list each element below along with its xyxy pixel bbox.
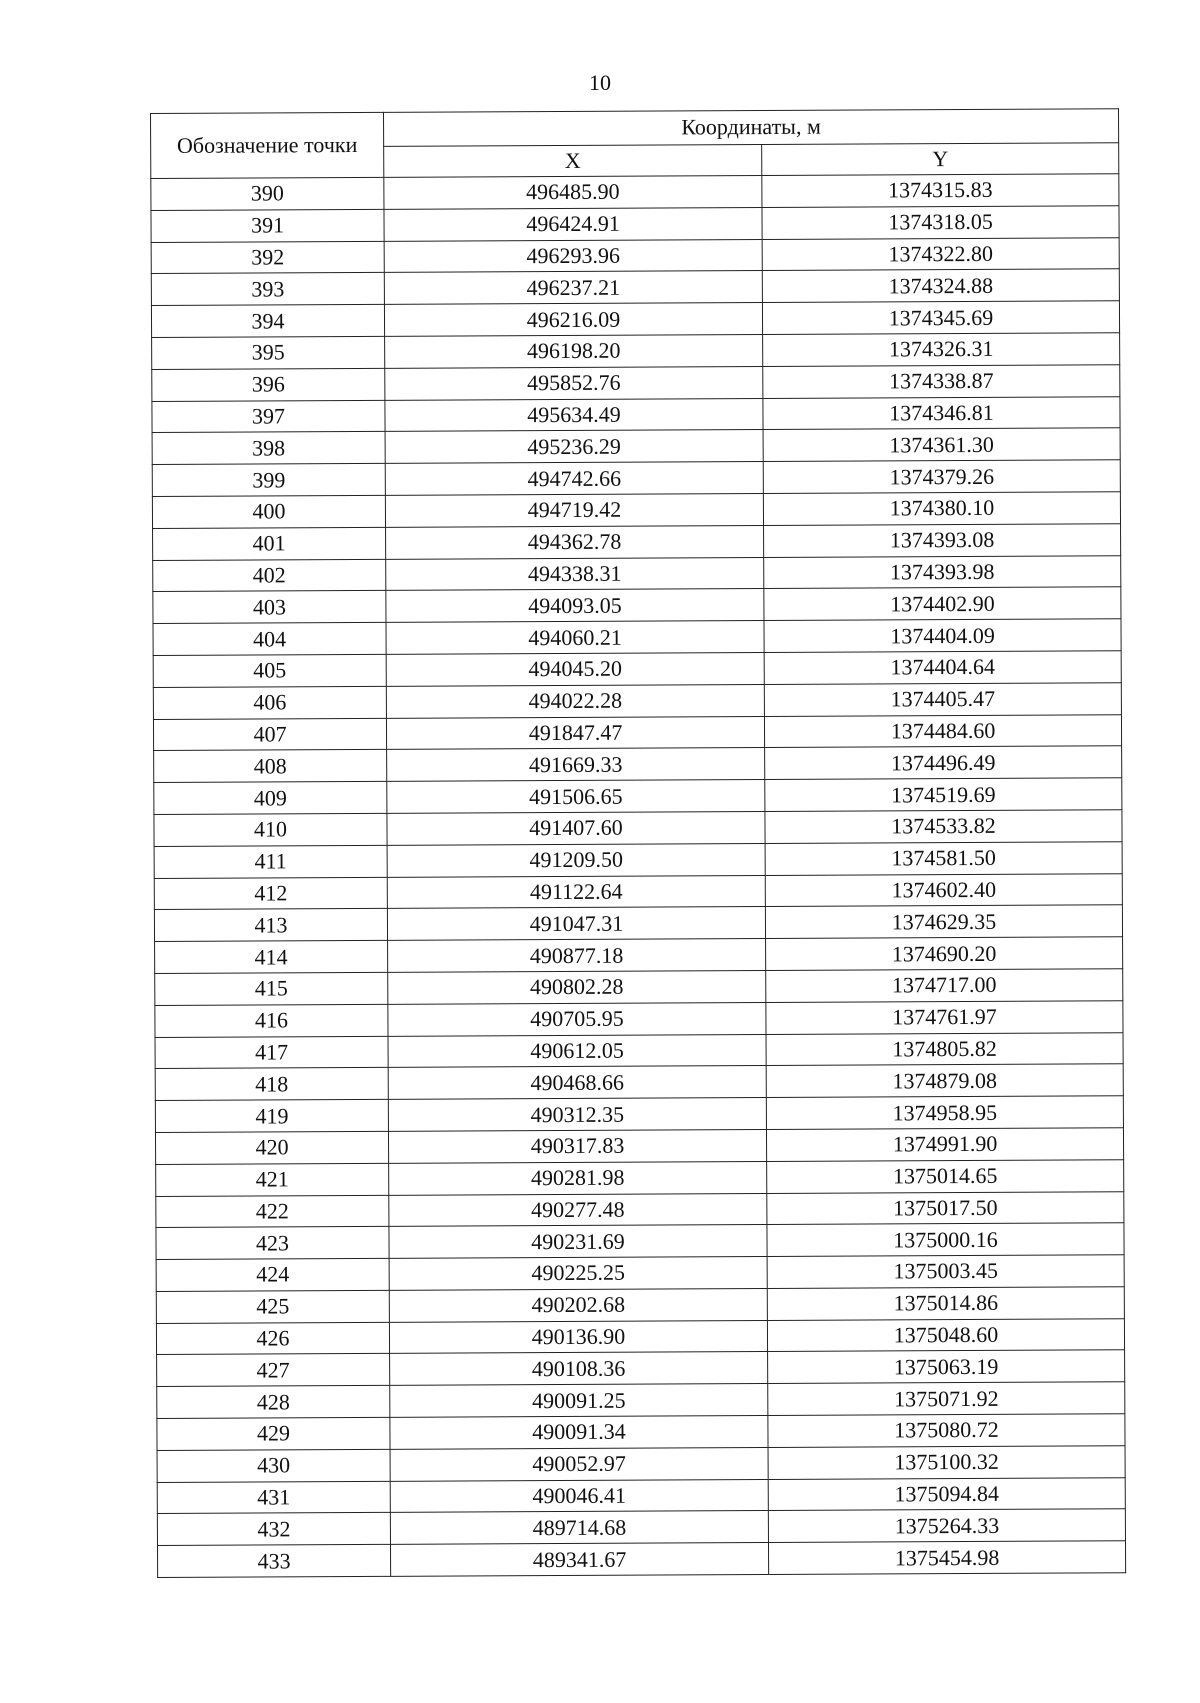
y-coordinate-cell: 1374496.49 [765,746,1122,780]
table-row [151,237,1119,274]
table-row [153,714,1121,751]
point-cell: 390 [151,177,384,210]
y-coordinate-cell: 1374322.80 [762,237,1119,271]
coordinates-table [150,108,1126,1578]
point-cell: 401 [153,527,386,560]
point-cell: 391 [151,209,384,242]
point-cell: 403 [153,591,386,624]
table-row [157,1414,1125,1451]
point-cell: 397 [152,400,385,433]
x-coordinate-cell: 496424.91 [384,207,762,241]
table-row [157,1382,1125,1419]
point-cell: 406 [153,686,386,719]
point-cell: 433 [158,1545,391,1578]
header-coordinates: Координаты, м [383,109,1118,146]
x-coordinate-cell: 496237.21 [384,271,762,305]
y-coordinate-cell: 1375071.92 [768,1382,1125,1416]
x-coordinate-cell: 491047.31 [387,907,765,941]
table-row [157,1477,1125,1514]
point-cell: 422 [156,1195,389,1228]
table-row [155,1064,1123,1101]
point-cell: 412 [154,877,387,910]
x-coordinate-cell: 494022.28 [386,684,764,718]
x-coordinate-cell: 490281.98 [389,1161,767,1195]
y-coordinate-cell: 1375048.60 [767,1318,1124,1352]
x-coordinate-cell: 489341.67 [390,1543,768,1577]
table-body [151,174,1126,1578]
y-coordinate-cell: 1375264.33 [768,1509,1125,1543]
x-coordinate-cell: 490705.95 [388,1002,766,1036]
y-coordinate-cell: 1374533.82 [765,810,1122,844]
point-cell: 396 [152,368,385,401]
x-coordinate-cell: 491122.64 [387,875,765,909]
page-number: 10 [589,70,611,95]
x-coordinate-cell: 490317.83 [388,1129,766,1163]
point-cell: 428 [157,1386,390,1419]
x-coordinate-cell: 490468.66 [388,1066,766,1100]
table-row [156,1159,1124,1196]
x-coordinate-cell: 490877.18 [388,939,766,973]
x-coordinate-cell: 490136.90 [389,1320,767,1354]
y-coordinate-cell: 1374581.50 [765,841,1122,875]
y-coordinate-cell: 1375094.84 [768,1477,1125,1511]
point-cell: 404 [153,623,386,656]
y-coordinate-cell: 1375100.32 [768,1446,1125,1480]
point-cell: 418 [155,1068,388,1101]
y-coordinate-cell: 1374991.90 [766,1128,1123,1162]
x-coordinate-cell: 496485.90 [384,176,762,210]
x-coordinate-cell: 491407.60 [387,811,765,845]
point-cell: 392 [151,241,384,274]
point-cell: 425 [156,1290,389,1323]
point-cell: 413 [154,909,387,942]
y-coordinate-cell: 1374404.64 [764,651,1121,685]
y-coordinate-cell: 1374805.82 [766,1032,1123,1066]
point-cell: 426 [156,1322,389,1355]
x-coordinate-cell: 494338.31 [386,557,764,591]
y-coordinate-cell: 1374761.97 [766,1000,1123,1034]
x-coordinate-cell: 490802.28 [388,970,766,1004]
y-coordinate-cell: 1375014.86 [767,1287,1124,1321]
y-coordinate-cell: 1374315.83 [762,174,1119,208]
table-row [154,905,1122,942]
header-x: X [384,144,762,177]
y-coordinate-cell: 1375003.45 [767,1255,1124,1289]
x-coordinate-cell: 495852.76 [385,366,763,400]
table-row [157,1446,1125,1483]
y-coordinate-cell: 1374338.87 [763,365,1120,399]
y-coordinate-cell: 1374346.81 [763,396,1120,430]
point-cell: 432 [157,1513,390,1546]
y-coordinate-cell: 1375080.72 [768,1414,1125,1448]
table-row [153,619,1121,656]
table-row [152,428,1120,465]
table-row [156,1287,1124,1324]
point-cell: 398 [152,432,385,465]
point-cell: 399 [152,464,385,497]
y-coordinate-cell: 1374393.08 [764,524,1121,558]
table-row [151,206,1119,243]
table-row [151,301,1119,338]
table-row [157,1350,1125,1387]
point-cell: 429 [157,1417,390,1450]
x-coordinate-cell: 494362.78 [386,525,764,559]
table-row [153,555,1121,592]
y-coordinate-cell: 1374629.35 [765,905,1122,939]
table-row [151,174,1119,211]
table-row [158,1541,1126,1578]
table-row [156,1318,1124,1355]
table-row [154,873,1122,910]
table-row [152,333,1120,370]
y-coordinate-cell: 1374958.95 [766,1096,1123,1130]
point-cell: 402 [153,559,386,592]
x-coordinate-cell: 490091.34 [390,1416,768,1450]
point-cell: 419 [155,1099,388,1132]
x-coordinate-cell: 490052.97 [390,1447,768,1481]
y-coordinate-cell: 1374717.00 [766,969,1123,1003]
table-header [151,109,1119,179]
table-row [153,683,1121,720]
x-coordinate-cell: 490612.05 [388,1034,766,1068]
table-row [154,778,1122,815]
table-row [154,746,1122,783]
y-coordinate-cell: 1374380.10 [763,492,1120,526]
x-coordinate-cell: 490108.36 [390,1352,768,1386]
x-coordinate-cell: 496293.96 [384,239,762,273]
table-row [155,1096,1123,1133]
x-coordinate-cell: 490231.69 [389,1225,767,1259]
table-row [153,587,1121,624]
x-coordinate-cell: 496216.09 [384,303,762,337]
table-row [151,269,1119,306]
point-cell: 411 [154,845,387,878]
y-coordinate-cell: 1374690.20 [766,937,1123,971]
y-coordinate-cell: 1374484.60 [764,714,1121,748]
table-row [152,492,1120,529]
x-coordinate-cell: 491669.33 [387,748,765,782]
point-cell: 405 [153,654,386,687]
table-row [152,460,1120,497]
y-coordinate-cell: 1374393.98 [764,555,1121,589]
point-cell: 400 [152,495,385,528]
point-cell: 410 [154,813,387,846]
header-y: Y [762,142,1119,175]
x-coordinate-cell: 496198.20 [385,334,763,368]
y-coordinate-cell: 1375000.16 [767,1223,1124,1257]
point-cell: 395 [152,336,385,369]
table-row [155,1128,1123,1165]
y-coordinate-cell: 1375454.98 [768,1541,1125,1575]
point-cell: 431 [157,1481,390,1514]
x-coordinate-cell: 489714.68 [390,1511,768,1545]
table-row [152,396,1120,433]
point-cell: 423 [156,1227,389,1260]
y-coordinate-cell: 1374345.69 [762,301,1119,335]
point-cell: 394 [151,305,384,338]
y-coordinate-cell: 1374326.31 [763,333,1120,367]
table-row [153,524,1121,561]
x-coordinate-cell: 490202.68 [389,1288,767,1322]
point-cell: 393 [151,273,384,306]
x-coordinate-cell: 490046.41 [390,1479,768,1513]
point-cell: 427 [157,1354,390,1387]
x-coordinate-cell: 491506.65 [387,780,765,814]
y-coordinate-cell: 1375063.19 [768,1350,1125,1384]
point-cell: 421 [156,1163,389,1196]
table-row [157,1509,1125,1546]
x-coordinate-cell: 495634.49 [385,398,763,432]
point-cell: 408 [154,750,387,783]
x-coordinate-cell: 494060.21 [386,621,764,655]
table-row [156,1255,1124,1292]
x-coordinate-cell: 494045.20 [386,652,764,686]
table-row [154,810,1122,847]
point-cell: 417 [155,1036,388,1069]
table-row [152,365,1120,402]
x-coordinate-cell: 491209.50 [387,843,765,877]
y-coordinate-cell: 1374405.47 [764,683,1121,717]
y-coordinate-cell: 1374404.09 [764,619,1121,653]
point-cell: 415 [155,972,388,1005]
x-coordinate-cell: 494742.66 [385,462,763,496]
x-coordinate-cell: 490091.25 [390,1384,768,1418]
table-row [155,937,1123,974]
point-cell: 416 [155,1004,388,1037]
x-coordinate-cell: 494093.05 [386,589,764,623]
x-coordinate-cell: 490312.35 [388,1098,766,1132]
table-row [155,969,1123,1006]
point-cell: 414 [155,940,388,973]
y-coordinate-cell: 1374318.05 [762,206,1119,240]
y-coordinate-cell: 1375017.50 [767,1191,1124,1225]
y-coordinate-cell: 1374324.88 [762,269,1119,303]
x-coordinate-cell: 491847.47 [386,716,764,750]
y-coordinate-cell: 1375014.65 [767,1159,1124,1193]
table-row [155,1032,1123,1069]
header-point-designation: Обозначение точки [151,112,384,178]
y-coordinate-cell: 1374402.90 [764,587,1121,621]
table-row [156,1191,1124,1228]
table-row [153,651,1121,688]
point-cell: 420 [155,1131,388,1164]
y-coordinate-cell: 1374361.30 [763,428,1120,462]
y-coordinate-cell: 1374379.26 [763,460,1120,494]
x-coordinate-cell: 490225.25 [389,1257,767,1291]
point-cell: 409 [154,781,387,814]
x-coordinate-cell: 495236.29 [385,430,763,464]
table-row [155,1000,1123,1037]
point-cell: 430 [157,1449,390,1482]
table-row [156,1223,1124,1260]
x-coordinate-cell: 494719.42 [385,493,763,527]
point-cell: 407 [153,718,386,751]
point-cell: 424 [156,1258,389,1291]
y-coordinate-cell: 1374879.08 [766,1064,1123,1098]
y-coordinate-cell: 1374519.69 [765,778,1122,812]
table-row [154,841,1122,878]
x-coordinate-cell: 490277.48 [389,1193,767,1227]
y-coordinate-cell: 1374602.40 [765,873,1122,907]
